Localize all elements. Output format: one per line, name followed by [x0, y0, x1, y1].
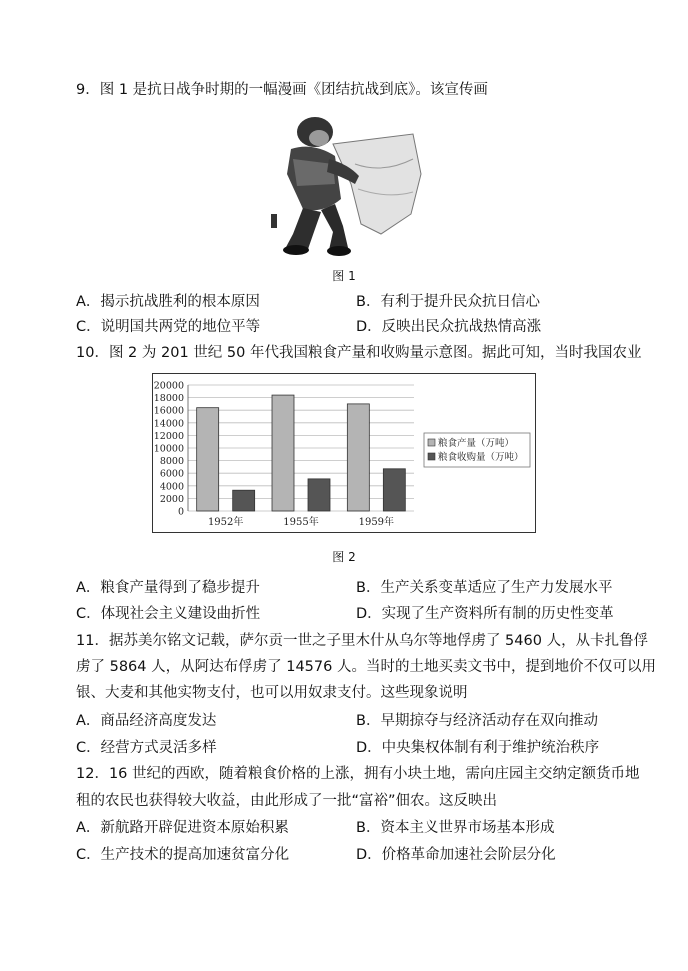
y-tick-label: 16000 — [153, 405, 184, 417]
propaganda-cartoon-image — [263, 104, 423, 256]
q10-option-b: B．生产关系变革适应了生产力发展水平 — [356, 580, 613, 596]
q10-stem: 10．图 2 为 201 世纪 50 年代我国粮食产量和收购量示意图。据此可知，当时我国农业 — [76, 345, 642, 361]
bar-grain-output — [347, 404, 369, 511]
y-tick-label: 4000 — [159, 481, 184, 493]
q11-option-d: D．中央集权体制有利于维护统治秩序 — [356, 740, 600, 756]
q9-option-b: B．有利于提升民众抗日信心 — [356, 294, 540, 310]
y-tick-label: 8000 — [159, 456, 184, 468]
q11-stem-line-3: 银、大麦和其他实物支付，也可以用奴隶支付。这些现象说明 — [76, 685, 468, 701]
figure-1-caption: 图 1 — [332, 269, 356, 283]
grain-bar-chart — [152, 373, 536, 533]
legend-swatch — [428, 439, 435, 446]
chart-x-ticks — [208, 515, 394, 528]
x-tick-label: 1959年 — [358, 517, 395, 528]
q12-option-a: A．新航路开辟促进资本原始积累 — [76, 820, 289, 836]
q12-option-b: B．资本主义世界市场基本形成 — [356, 820, 555, 836]
q10-option-a: A．粮食产量得到了稳步提升 — [76, 580, 260, 596]
x-tick-label: 1952年 — [207, 517, 244, 528]
y-tick-label: 10000 — [153, 443, 184, 455]
chart-legend — [424, 433, 530, 467]
bar-grain-output — [272, 395, 294, 511]
legend-label: 粮食收购量（万吨） — [438, 452, 524, 463]
y-tick-label: 0 — [177, 506, 184, 518]
q11-stem-line-2: 虏了 5864 人，从阿达布俘虏了 14576 人。当时的土地买卖文书中，提到地价不仅可以用 — [76, 659, 656, 675]
q9-stem: 9．图 1 是抗日战争时期的一幅漫画《团结抗战到底》。该宣传画 — [76, 82, 488, 98]
q10-option-d: D．实现了生产资料所有制的历史性变革 — [356, 606, 614, 622]
legend-swatch — [428, 453, 435, 460]
q9-option-c: C．说明国共两党的地位平等 — [76, 319, 261, 335]
q12-stem-line-2: 租的农民也获得较大收益，由此形成了一批“富裕”佃农。这反映出 — [76, 793, 498, 809]
legend-label: 粮食产量（万吨） — [438, 438, 515, 449]
q11-stem-line-1: 11．据苏美尔铭文记载，萨尔贡一世之子里木什从乌尔等地俘虏了 5460 人，从卡扎鲁俘 — [76, 633, 649, 649]
figure-2-caption: 图 2 — [332, 550, 356, 564]
q10-option-c: C．体现社会主义建设曲折性 — [76, 606, 261, 622]
q9-option-d: D．反映出民众抗战热情高涨 — [356, 319, 542, 335]
bar-grain-output — [197, 408, 219, 511]
q11-option-b: B．早期掠夺与经济活动存在双向推动 — [356, 713, 598, 729]
q12-option-d: D．价格革命加速社会阶层分化 — [356, 847, 556, 863]
y-tick-label: 12000 — [153, 430, 184, 442]
q11-option-c: C．经营方式灵活多样 — [76, 740, 217, 756]
q12-option-c: C．生产技术的提高加速贫富分化 — [76, 847, 290, 863]
y-tick-label: 18000 — [153, 393, 184, 405]
bar-grain-purchase — [308, 479, 330, 511]
y-tick-label: 2000 — [159, 493, 184, 505]
y-tick-label: 14000 — [153, 418, 184, 430]
x-tick-label: 1955年 — [283, 517, 319, 528]
q11-option-a: A．商品经济高度发达 — [76, 713, 217, 729]
y-tick-label: 20000 — [153, 380, 184, 392]
y-tick-label: 6000 — [159, 468, 184, 480]
q9-option-a: A．揭示抗战胜利的根本原因 — [76, 294, 260, 310]
bar-grain-purchase — [383, 469, 405, 511]
q12-stem-line-1: 12．16 世纪的西欧，随着粮食价格的上涨，拥有小块土地，需向庄园主交纳定额货币地 — [76, 766, 640, 782]
bar-grain-purchase — [233, 490, 255, 511]
